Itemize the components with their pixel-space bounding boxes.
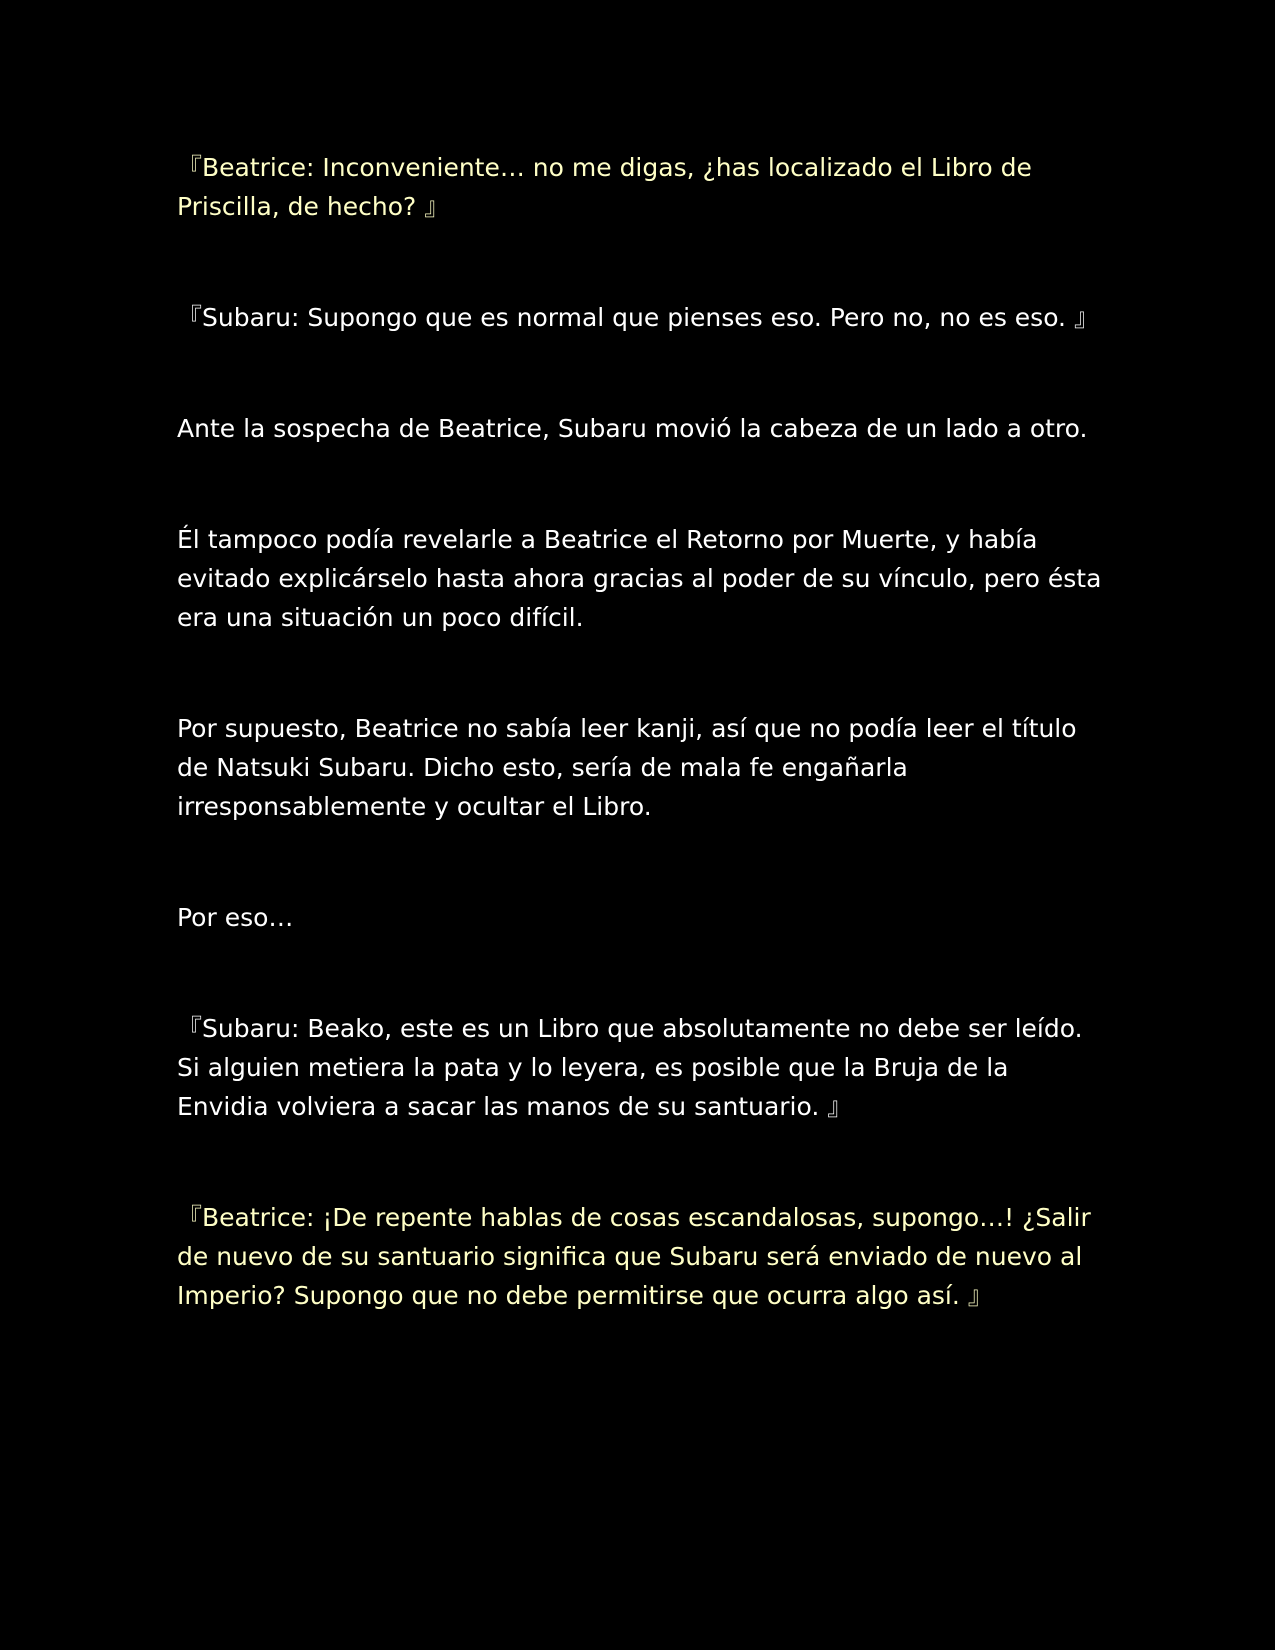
narration-paragraph: Por eso… xyxy=(177,903,294,932)
narration-paragraph: Él tampoco podía revelarle a Beatrice el Retorno por Muerte, y había evitado explicárselo hasta ahora gracias al poder de su vínculo, pero ésta era una situación un poco difícil. xyxy=(177,525,1102,632)
narration-paragraph: Por supuesto, Beatrice no sabía leer kanji, así que no podía leer el título de Natsuki Subaru. Dicho esto, sería de mala fe engañarla irresponsablemente y ocultar el Libro. xyxy=(177,714,1077,821)
subaru-dialogue: 『Subaru: Supongo que es normal que pienses eso. Pero no, no es eso. 』 xyxy=(177,303,1099,332)
beatrice-dialogue: 『Beatrice: ¡De repente hablas de cosas escandalosas, supongo…! ¿Salir de nuevo de su santuario significa que Subaru será enviado de nuevo al Imperio? Supongo que no debe permitirse que ocurra algo así. 』 xyxy=(177,1203,1091,1310)
beatrice-dialogue: 『Beatrice: Inconveniente… no me digas, ¿has localizado el Libro de Priscilla, de hecho? 』 xyxy=(177,153,1032,221)
subaru-dialogue: 『Subaru: Beako, este es un Libro que absolutamente no debe ser leído. Si alguien metiera la pata y lo leyera, es posible que la Bruja de la Envidia volviera a sacar las manos de su santuario. 』 xyxy=(177,1014,1083,1121)
text-body xyxy=(177,148,1107,1315)
narration-paragraph: Ante la sospecha de Beatrice, Subaru movió la cabeza de un lado a otro. xyxy=(177,414,1088,443)
